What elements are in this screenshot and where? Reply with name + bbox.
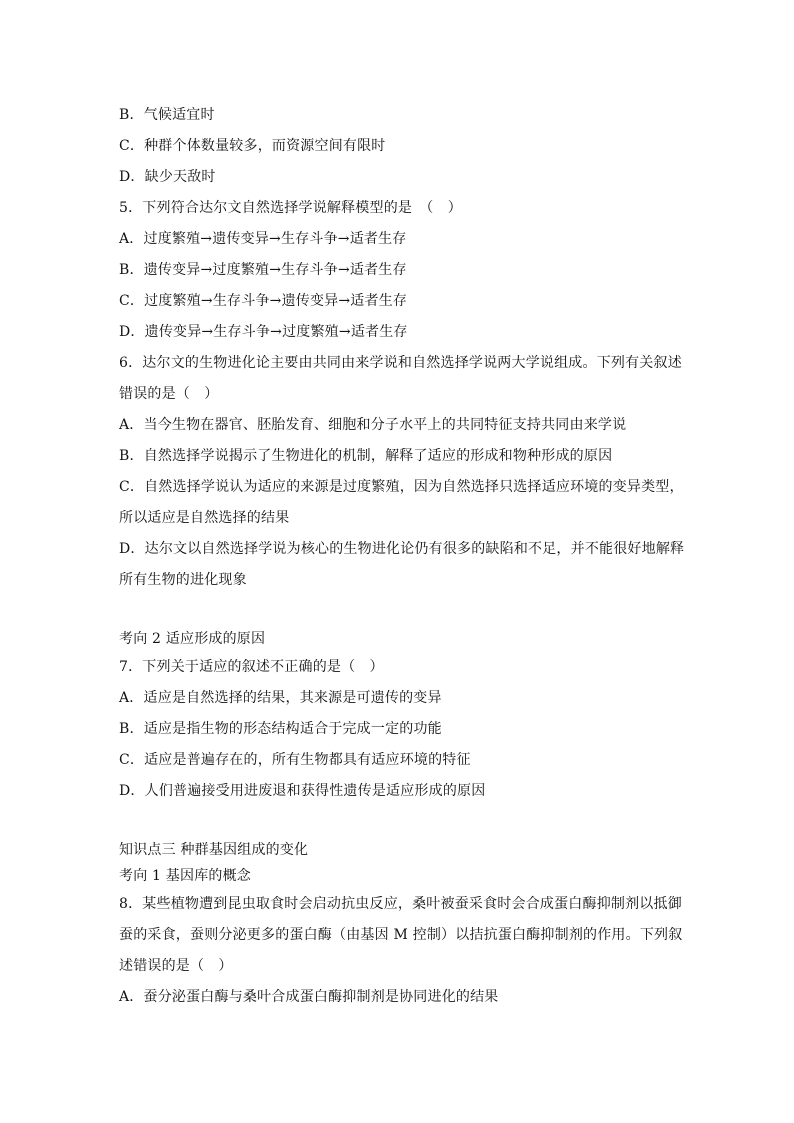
q6-option-a: A．当今生物在器官、胚胎发育、细胞和分子水平上的共同特征支持共同由来学说	[119, 417, 627, 433]
spacer	[119, 807, 689, 837]
q8-stem-line: 8．某些植物遭到昆虫取食时会启动抗虫反应，桑叶被蚕采食时会合成蛋白酶抑制剂以抵御	[119, 896, 682, 912]
section-heading-zhishidian-3: 知识点三 种群基因组成的变化	[119, 842, 309, 858]
spacer	[119, 596, 689, 626]
document-page	[119, 100, 689, 1013]
q5-option-b: B．遗传变异→过度繁殖→生存斗争→适者生存	[119, 262, 407, 278]
q5-option-c: C．过度繁殖→生存斗争→遗传变异→适者生存	[119, 293, 408, 309]
q7-option-c: C．适应是普遍存在的，所有生物都具有适应环境的特征	[119, 752, 471, 768]
section-heading-kaoxiang-2: 考向 2 适应形成的原因	[119, 631, 266, 647]
q6-option-c: C．自然选择学说认为适应的来源是过度繁殖，因为自然选择只选择适应环境的变异类型，	[119, 479, 684, 495]
q8-stem-line: 蚕的采食，蚕则分泌更多的蛋白酶（由基因 M 控制）以拮抗蛋白酶抑制剂的作用。下列叙	[119, 927, 683, 943]
q7-stem: 7．下列关于适应的叙述不正确的是（ ）	[119, 659, 384, 675]
q4-option-d: D．缺少天敌时	[119, 169, 216, 185]
section-heading-kaoxiang-1: 考向 1 基因库的概念	[119, 868, 252, 884]
q5-option-a: A．过度繁殖→遗传变异→生存斗争→适者生存	[119, 231, 407, 247]
q6-option-b: B．自然选择学说揭示了生物进化的机制，解释了适应的形成和物种形成的原因	[119, 448, 613, 464]
q7-option-d: D．人们普遍接受用进废退和获得性遗传是适应形成的原因	[119, 783, 486, 799]
q6-option-d: D．达尔文以自然选择学说为核心的生物进化论仍有很多的缺陷和不足，并不能很好地解释	[119, 541, 685, 557]
q5-stem: 5．下列符合达尔文自然选择学说解释模型的是 （ ）	[119, 200, 462, 216]
q6-stem-line: 6．达尔文的生物进化论主要由共同由来学说和自然选择学说两大学说组成。下列有关叙述	[119, 355, 682, 371]
q6-option-c-cont: 所以适应是自然选择的结果	[119, 510, 290, 526]
q6-option-d-cont: 所有生物的进化现象	[119, 572, 247, 588]
q5-option-d: D．遗传变异→生存斗争→过度繁殖→适者生存	[119, 324, 408, 340]
q4-option-b: B．气候适宜时	[119, 107, 215, 123]
q8-stem-line: 述错误的是（ ）	[119, 958, 233, 974]
q7-option-b: B．适应是指生物的形态结构适合于完成一定的功能	[119, 721, 442, 737]
q8-option-a: A．蚕分泌蛋白酶与桑叶合成蛋白酶抑制剂是协同进化的结果	[119, 989, 499, 1005]
q6-stem-line: 错误的是（ ）	[119, 386, 219, 402]
q7-option-a: A．适应是自然选择的结果，其来源是可遗传的变异	[119, 690, 442, 706]
q4-option-c: C．种群个体数量较多，而资源空间有限时	[119, 138, 386, 154]
